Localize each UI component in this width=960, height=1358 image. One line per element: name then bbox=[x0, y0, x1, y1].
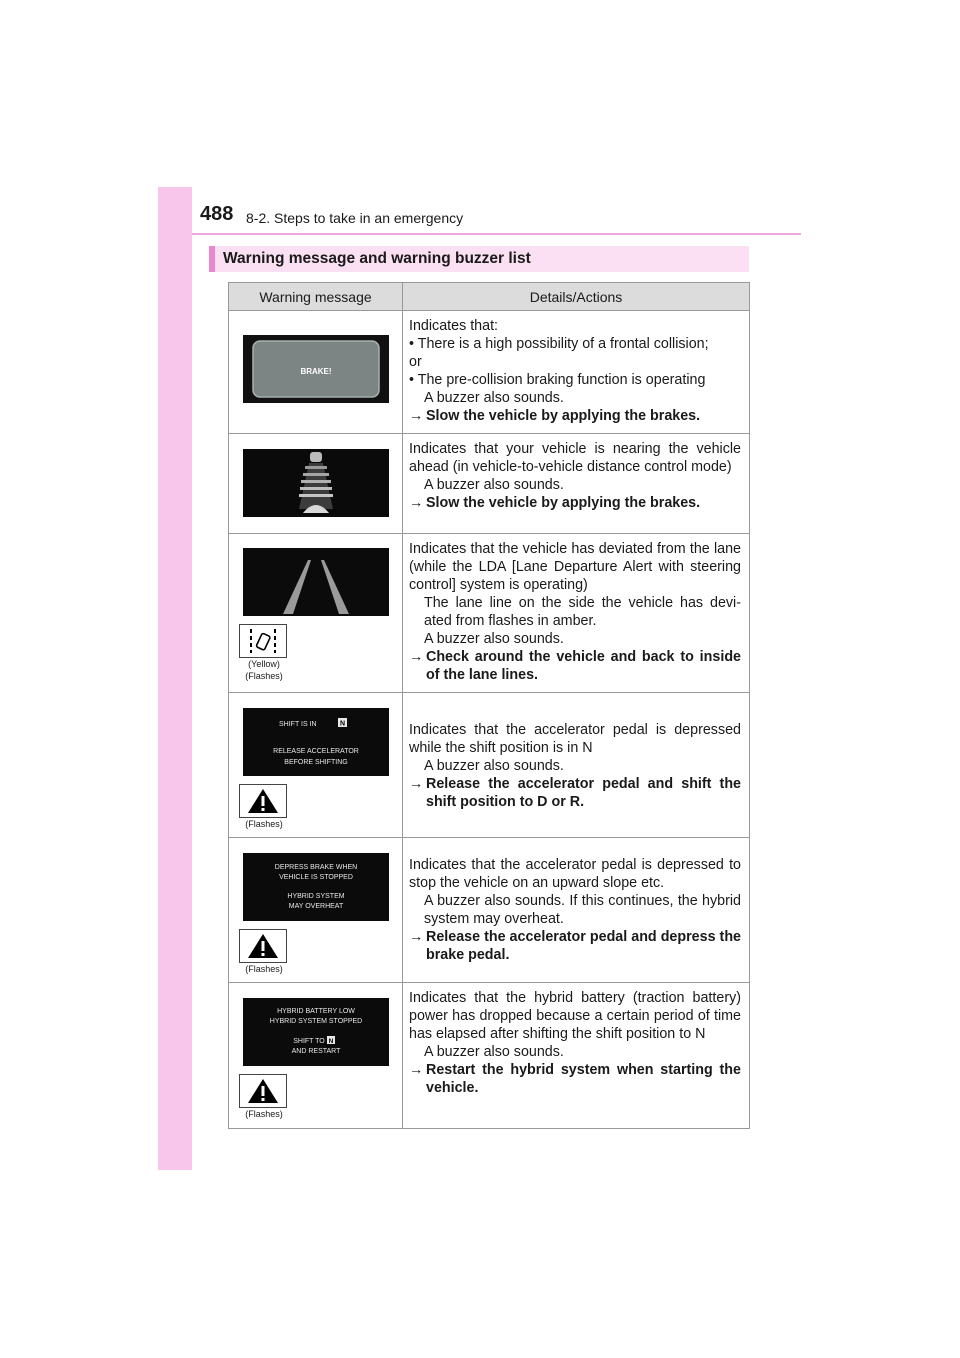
table-row bbox=[229, 693, 750, 838]
table-row bbox=[229, 983, 750, 1129]
detail-text: A buzzer also sounds. bbox=[424, 477, 564, 493]
action-line bbox=[409, 928, 741, 964]
detail-bullet: • The pre-collision braking function is operating bbox=[409, 372, 706, 388]
lane-departure-indicator bbox=[239, 624, 287, 658]
detail-text: Indicates that the accelerator pedal is depressed to stop the vehicle on an upward slope etc. bbox=[409, 857, 741, 891]
svg-text:SHIFT IS IN: SHIFT IS IN bbox=[278, 721, 317, 728]
arrow-icon: → bbox=[409, 649, 424, 665]
action-text: Release the accelerator pedal and depress the brake pedal. bbox=[426, 929, 741, 963]
detail-bullet: • There is a high possibility of a frontal collision; bbox=[409, 336, 709, 352]
details-cell bbox=[403, 983, 750, 1129]
action-text: Restart the hybrid system when starting the vehicle. bbox=[426, 1062, 741, 1096]
arrow-icon: → bbox=[409, 1062, 424, 1078]
table-row bbox=[229, 434, 750, 534]
hybrid-battery-low-screen bbox=[243, 998, 389, 1066]
arrow-icon: → bbox=[409, 495, 424, 511]
brake-warning-screen bbox=[243, 335, 389, 403]
detail-text: Indicates that: bbox=[409, 318, 499, 334]
svg-text:VEHICLE IS STOPPED: VEHICLE IS STOPPED bbox=[278, 874, 353, 881]
section-banner bbox=[209, 246, 749, 272]
action-text: Slow the vehicle by applying the brakes. bbox=[426, 495, 701, 511]
page-number: 488 bbox=[200, 203, 234, 225]
detail-text: Indicates that the vehicle has deviated from the lane (while the LDA [Lane Departure Alert with steering control] system is operating) bbox=[409, 541, 741, 593]
master-warning-indicator bbox=[239, 784, 287, 818]
indicator-group bbox=[239, 624, 402, 682]
warning-triangle-icon bbox=[246, 932, 280, 960]
detail-text: A buzzer also sounds. If this continues, the hybrid system may overheat. bbox=[424, 893, 741, 927]
banner-title: Warning message and warning buzzer list bbox=[223, 250, 531, 267]
arrow-icon: → bbox=[409, 929, 424, 945]
svg-text:DEPRESS BRAKE WHEN: DEPRESS BRAKE WHEN bbox=[274, 864, 357, 871]
details-cell bbox=[403, 311, 750, 434]
message-cell bbox=[229, 693, 403, 838]
detail-text: A buzzer also sounds. bbox=[424, 758, 564, 774]
section-title: 8-2. Steps to take in an emergency bbox=[246, 210, 464, 226]
arrow-icon: → bbox=[409, 408, 424, 424]
svg-text:AND RESTART: AND RESTART bbox=[291, 1048, 340, 1055]
message-cell bbox=[229, 838, 403, 983]
action-line bbox=[409, 775, 741, 811]
details-cell bbox=[403, 434, 750, 534]
indicator-group bbox=[239, 929, 402, 975]
svg-text:BEFORE SHIFTING: BEFORE SHIFTING bbox=[283, 759, 348, 766]
arrow-icon: → bbox=[409, 776, 424, 792]
detail-text: Indicates that the hybrid battery (traction battery) power has dropped because a certain period of time has elapsed after shifting the shift position to N bbox=[409, 990, 741, 1042]
depress-brake-screen bbox=[243, 853, 389, 921]
svg-text:SHIFT TO: SHIFT TO bbox=[292, 1038, 325, 1045]
detail-text: or bbox=[409, 354, 422, 370]
indicator-caption: (Yellow) bbox=[248, 659, 280, 669]
svg-text:RELEASE ACCELERATOR: RELEASE ACCELERATOR bbox=[272, 748, 359, 755]
detail-text: The lane line on the side the vehicle has devi-ated from flashes in amber. bbox=[424, 595, 741, 629]
indicator-caption: (Flashes) bbox=[245, 819, 283, 829]
svg-text:N: N bbox=[339, 720, 345, 728]
svg-text:N: N bbox=[328, 1038, 333, 1045]
details-cell bbox=[403, 693, 750, 838]
table-row bbox=[229, 534, 750, 693]
detail-text: A buzzer also sounds. bbox=[424, 390, 564, 406]
svg-text:HYBRID SYSTEM STOPPED: HYBRID SYSTEM STOPPED bbox=[269, 1018, 362, 1025]
svg-text:MAY OVERHEAT: MAY OVERHEAT bbox=[288, 903, 343, 910]
action-line bbox=[409, 407, 741, 425]
header-rule bbox=[192, 233, 801, 235]
vehicle-ahead-screen bbox=[243, 449, 389, 517]
svg-text:HYBRID SYSTEM: HYBRID SYSTEM bbox=[286, 893, 345, 900]
action-text: Slow the vehicle by applying the brakes. bbox=[426, 408, 701, 424]
action-text: Check around the vehicle and back to inside of the lane lines. bbox=[426, 649, 741, 683]
table-row bbox=[229, 311, 750, 434]
message-cell bbox=[229, 983, 403, 1129]
detail-text: A buzzer also sounds. bbox=[424, 1044, 564, 1060]
details-cell bbox=[403, 838, 750, 983]
master-warning-indicator bbox=[239, 929, 287, 963]
message-cell bbox=[229, 311, 403, 434]
warning-triangle-icon bbox=[246, 1077, 280, 1105]
col-header-message: Warning message bbox=[229, 283, 403, 311]
action-line bbox=[409, 648, 741, 684]
lane-departure-screen bbox=[243, 548, 389, 616]
col-header-details: Details/Actions bbox=[403, 283, 750, 311]
details-cell bbox=[403, 534, 750, 693]
indicator-group bbox=[239, 784, 402, 830]
indicator-caption: (Flashes) bbox=[245, 1109, 283, 1119]
table-header-row bbox=[229, 283, 750, 311]
message-cell bbox=[229, 434, 403, 534]
warning-table bbox=[228, 282, 750, 1129]
action-line bbox=[409, 1061, 741, 1097]
warning-triangle-icon bbox=[246, 787, 280, 815]
side-color-band bbox=[158, 187, 192, 1170]
master-warning-indicator bbox=[239, 1074, 287, 1108]
detail-text: Indicates that the accelerator pedal is depressed while the shift position is in N bbox=[409, 722, 741, 756]
action-text: Release the accelerator pedal and shift the shift position to D or R. bbox=[426, 776, 741, 810]
lane-departure-icon bbox=[243, 627, 283, 655]
screen-text: BRAKE! bbox=[299, 367, 332, 376]
message-cell bbox=[229, 534, 403, 693]
indicator-caption: (Flashes) bbox=[245, 671, 283, 681]
shift-in-n-screen bbox=[243, 708, 389, 776]
detail-text: A buzzer also sounds. bbox=[424, 631, 564, 647]
svg-text:HYBRID BATTERY LOW: HYBRID BATTERY LOW bbox=[276, 1008, 355, 1015]
action-line bbox=[409, 494, 741, 512]
indicator-group bbox=[239, 1074, 402, 1120]
banner-accent bbox=[209, 246, 215, 272]
detail-text: Indicates that your vehicle is nearing the vehicle ahead (in vehicle-to-vehicle distance control mode) bbox=[409, 441, 741, 475]
indicator-caption: (Flashes) bbox=[245, 964, 283, 974]
table-row bbox=[229, 838, 750, 983]
